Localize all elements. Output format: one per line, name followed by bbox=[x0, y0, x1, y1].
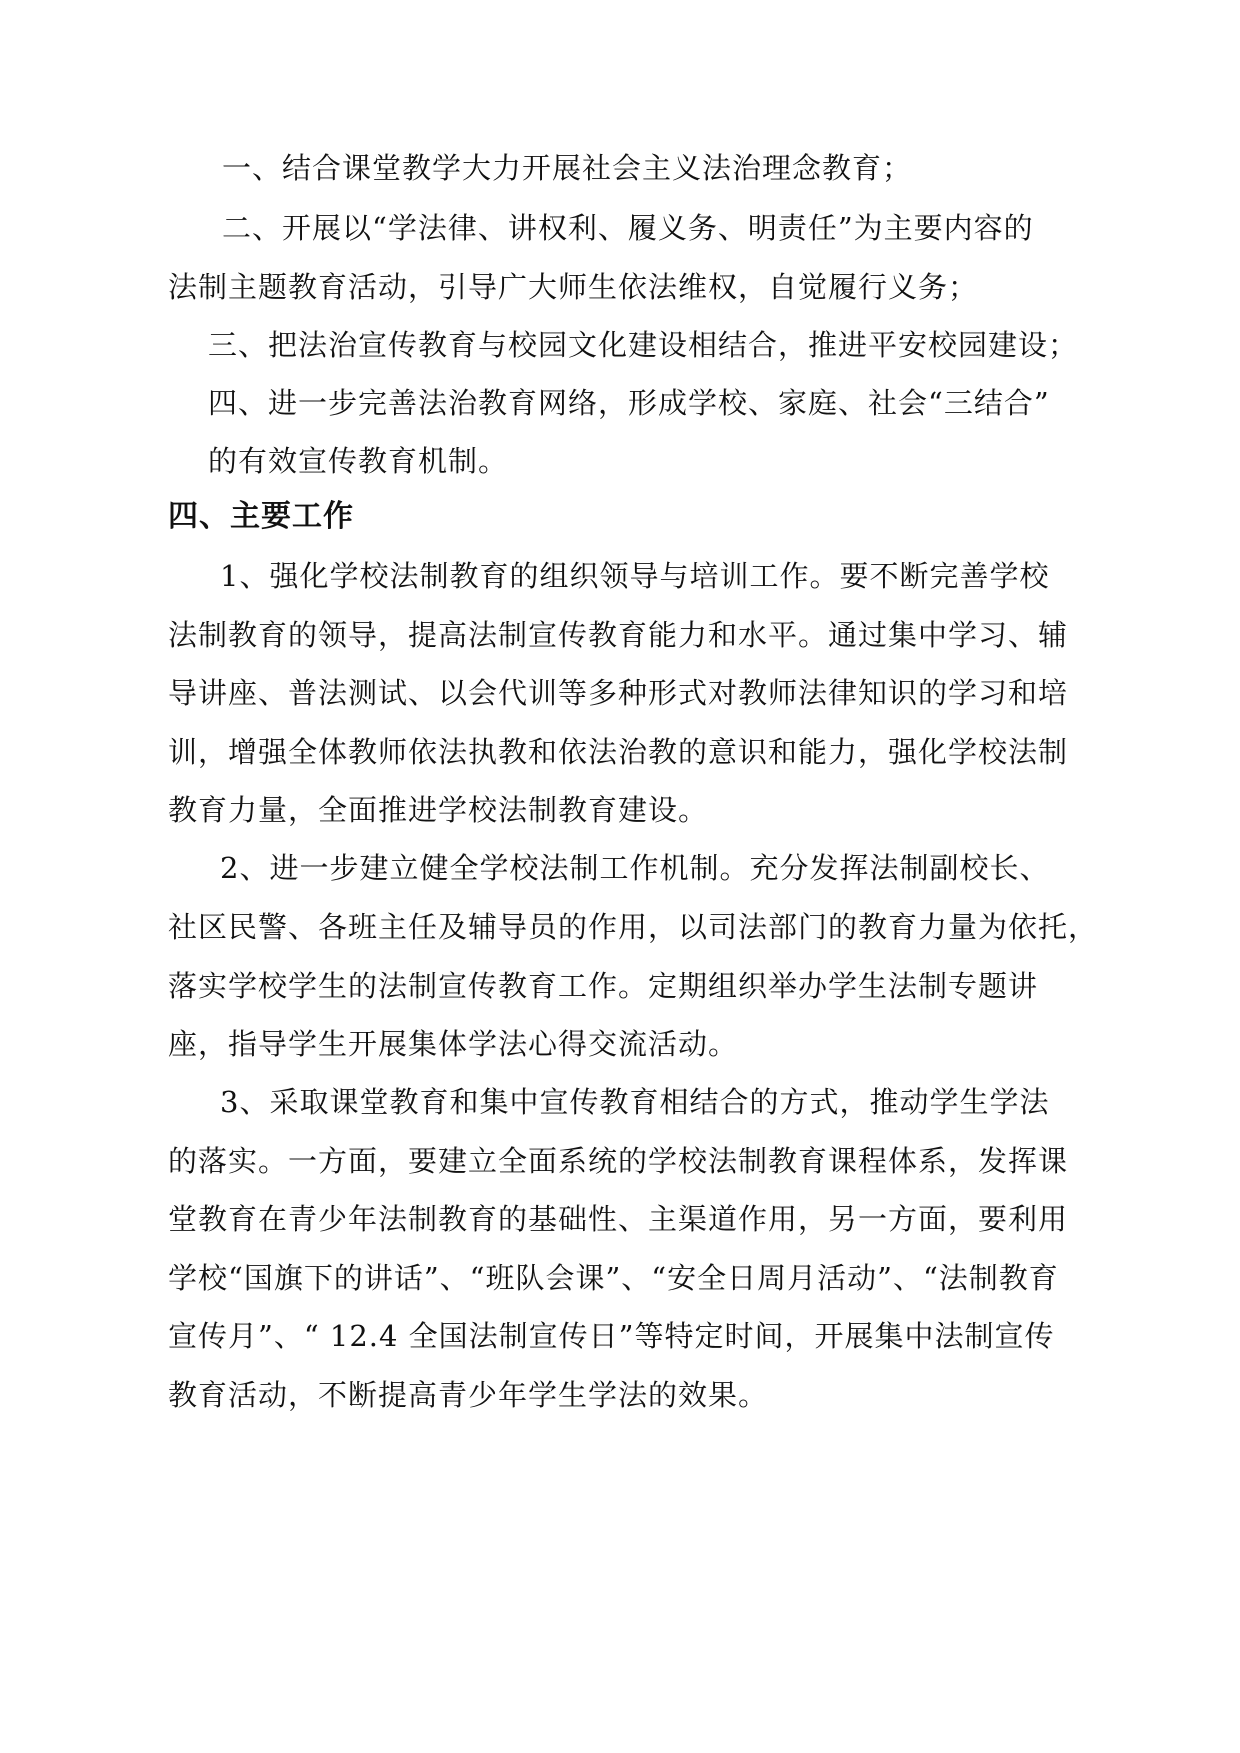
list-item-2-line-2: 法制主题教育活动，引导广大师生依法维权，自觉履行义务； bbox=[168, 270, 979, 304]
paragraph-1-line-2: 法制教育的领导，提高法制宣传教育能力和水平。通过集中学习、辅 bbox=[168, 618, 1069, 652]
list-item-4-line-2: 的有效宣传教育机制。 bbox=[208, 444, 509, 478]
paragraph-2-line-2: 社区民警、各班主任及辅导员的作用，以司法部门的教育力量为依托， bbox=[168, 910, 1099, 944]
paragraph-1-line-1: 1、强化学校法制教育的组织领导与培训工作。要不断完善学校 bbox=[220, 559, 1050, 593]
paragraph-3-line-1: 3、采取课堂教育和集中宣传教育相结合的方式，推动学生学法 bbox=[220, 1085, 1050, 1119]
list-item-2-line-1: 二、开展以“学法律、讲权利、履义务、明责任”为主要内容的 bbox=[222, 211, 1034, 245]
paragraph-2-line-4: 座，指导学生开展集体学法心得交流活动。 bbox=[168, 1027, 739, 1061]
paragraph-3-line-5: 宣传月”、“ 12.4 全国法制宣传日”等特定时间，开展集中法制宣传 bbox=[168, 1319, 1055, 1353]
paragraph-1-line-5: 教育力量，全面推进学校法制教育建设。 bbox=[168, 793, 709, 827]
list-item-4-line-1: 四、进一步完善法治教育网络，形成学校、家庭、社会“三结合” bbox=[208, 386, 1050, 420]
paragraph-3-line-2: 的落实。一方面，要建立全面系统的学校法制教育课程体系，发挥课 bbox=[168, 1144, 1069, 1178]
paragraph-2-line-3: 落实学校学生的法制宣传教育工作。定期组织举办学生法制专题讲 bbox=[168, 969, 1039, 1003]
list-item-3: 三、把法治宣传教育与校园文化建设相结合，推进平安校园建设； bbox=[208, 328, 1079, 362]
paragraph-1-line-3: 导讲座、普法测试、以会代训等多种形式对教师法律知识的学习和培 bbox=[168, 676, 1069, 710]
paragraph-1-line-4: 训，增强全体教师依法执教和依法治教的意识和能力，强化学校法制 bbox=[168, 735, 1069, 769]
section-heading: 四、主要工作 bbox=[168, 499, 354, 534]
paragraph-2-line-1: 2、进一步建立健全学校法制工作机制。充分发挥法制副校长、 bbox=[220, 851, 1050, 885]
paragraph-3-line-3: 堂教育在青少年法制教育的基础性、主渠道作用，另一方面，要利用 bbox=[168, 1202, 1069, 1236]
list-item-1: 一、结合课堂教学大力开展社会主义法治理念教育； bbox=[222, 151, 913, 185]
paragraph-3-line-6: 教育活动，不断提高青少年学生学法的效果。 bbox=[168, 1378, 769, 1412]
paragraph-3-line-4: 学校“国旗下的讲话”、“班队会课”、“安全日周月活动”、“法制教育 bbox=[168, 1261, 1059, 1295]
